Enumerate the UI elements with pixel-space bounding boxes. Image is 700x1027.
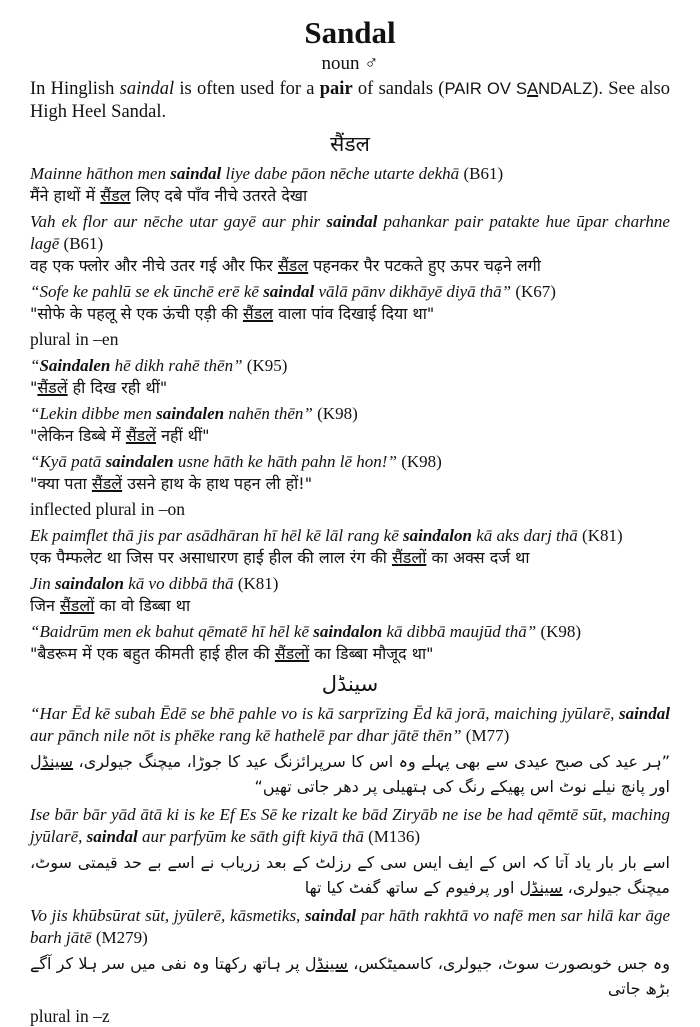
part-of-speech [30, 52, 670, 76]
example-entry [30, 355, 670, 398]
masculine-icon: ♂ [364, 53, 379, 74]
text: “Baidrūm men ek bahut qēmatē hī hēl kē [30, 622, 314, 641]
text: मैंने हाथों में [30, 186, 101, 205]
native-script-example [30, 255, 670, 276]
headword: saindal [86, 827, 138, 846]
example-entry [30, 211, 670, 276]
example-entry [30, 621, 670, 664]
term: saindal [119, 79, 175, 99]
text: usne hāth ke hāth pahn lē hon!” [173, 452, 397, 471]
headword: saindal [263, 282, 315, 301]
text: aur parfyūm ke sāth gift kiyā thā [137, 827, 364, 846]
definition [30, 78, 670, 124]
source-reference: (K98) [317, 404, 358, 423]
text: "सोफे के पहलू से एक ऊंची एड़ी की [30, 304, 243, 323]
headword-native: सैंडलें [91, 474, 123, 493]
text: एक पैम्फलेट था जिस पर असाधारण हाई हील की लाल रंग की [30, 548, 392, 567]
source-reference: (K81) [237, 574, 279, 593]
text: ). See also High Heel Sandal. [30, 79, 670, 122]
native-script-example [30, 547, 670, 568]
text: Mainne hāthon men [30, 164, 171, 183]
text: नहीं थीं" [156, 426, 210, 445]
text: kā dibbā maujūd thā” [382, 622, 537, 641]
text: Ise bār bār yād ātā ki is ke Ef Es Sē ke rizalt ke bād Ziryāb ne ise be had qēmtē sūt, maching jyūlarē, [30, 805, 670, 846]
headword-native: सैंडल [277, 256, 309, 275]
native-script-example [30, 473, 670, 494]
headword: saindalen [156, 404, 225, 423]
example-entry [30, 163, 670, 206]
text: “Lekin dibbe men [30, 404, 157, 423]
grammar-label: inflected plural in –on [30, 499, 186, 519]
text: aur pānch nile nōt is phēke rang kē hathelē par dhar jātē thēn” [30, 726, 462, 745]
source-reference: (K98) [401, 452, 442, 471]
example-entry [30, 281, 670, 324]
source-reference: (M77) [465, 726, 510, 745]
text: का अक्स दर्ज था [426, 548, 530, 567]
text: liye dabe pāon nēche utarte dekhā [221, 164, 460, 183]
text: اسے بار بار یاد آتا کہ اس کے ایف ایس سی کے رزلٹ کے بعد زریاب نے اسے بے حد قیمتی سوٹ، میچنگ جیولری، [30, 853, 670, 897]
text: " [30, 378, 38, 397]
headword-native: سینڈل [304, 954, 348, 973]
text: ”ہر عید کی صبح عیدی سے بھی پہلے وہ اس کا سرپرائزنگ عید کا جوڑا، میچنگ جیولری، [73, 752, 670, 771]
romanized-example [30, 451, 670, 473]
text: pahankar pair patakte hue ūpar charhne lagē [30, 212, 670, 253]
example-entry [30, 573, 670, 616]
romanized-example [30, 573, 670, 595]
source-reference: (K95) [246, 356, 288, 375]
text: वह एक फ्लोर और नीचे उतर गई और फिर [30, 256, 278, 275]
headword-native: सैंडलों [391, 548, 427, 567]
native-script-example [30, 595, 670, 616]
text: In Hinglish [30, 79, 120, 99]
source-reference: (K67) [515, 282, 556, 301]
text: “Har Ēd kē subah Ēdē se bhē pahle vo is kā sarprīzing Ēd kā jorā, maiching jyūlarē, [30, 704, 619, 723]
section-urdu [30, 670, 670, 1027]
text: Vah ek flor aur nēche utar gayē aur phir [30, 212, 327, 231]
section-heading: سینڈل [321, 672, 379, 696]
text: का वो डिब्बा था [94, 596, 191, 615]
pronunciation [444, 80, 592, 98]
text: "क्या पता [30, 474, 92, 493]
headword-native: सैंडल [242, 304, 274, 323]
romanized-example [30, 703, 670, 747]
romanized-example [30, 525, 670, 547]
text: وہ جس خوبصورت سوٹ، جیولری، کاسمیٹکس، [347, 954, 670, 973]
romanized-example [30, 163, 670, 185]
romanized-example [30, 355, 670, 377]
pron-stress: A [527, 80, 539, 98]
text: kā aks darj thā [472, 526, 578, 545]
text: वाला पांव दिखाई दिया था" [273, 304, 435, 323]
source-reference: (M136) [368, 827, 421, 846]
text: Ek paimflet thā jis par asādhāran hī hēl kē lāl rang kē [30, 526, 404, 545]
source-reference: (K98) [540, 622, 582, 641]
pron-part: NDALZ [538, 80, 593, 98]
text: "लेकिन डिब्बे में [30, 426, 126, 445]
text: اور پانچ نیلے نوٹ اس پھیکے رنگ کی ہتھیلی پر دھر جاتی تھیں“ [254, 777, 670, 796]
text: “ [30, 356, 40, 375]
text: का डिब्बा मौजूद था" [309, 644, 434, 663]
example-entry [30, 403, 670, 446]
grammar-label: plural in –z [30, 1006, 110, 1026]
headword-native: सैंडलें [37, 378, 68, 397]
example-entry [30, 451, 670, 494]
text: Jin [30, 574, 56, 593]
text: उसने हाथ के हाथ पहन ली हों!" [122, 474, 313, 493]
headword: saindal [326, 212, 378, 231]
text: of sandals ( [352, 79, 445, 99]
source-reference: (B61) [63, 234, 104, 253]
headword-native: سینڈل [30, 752, 74, 771]
native-script-example [30, 425, 670, 446]
headword: saindal [618, 704, 670, 723]
native-script-example [30, 303, 670, 324]
text: vālā pānv dikhāyē diyā thā” [314, 282, 512, 301]
romanized-example [30, 804, 670, 848]
example-entry [30, 905, 670, 1001]
emphasis: pair [319, 79, 353, 99]
native-script-example [30, 850, 670, 900]
headword-native: सैंडलें [125, 426, 157, 445]
grammar-label: plural in –en [30, 329, 119, 349]
source-reference: (K81) [582, 526, 623, 545]
native-script-example [30, 185, 670, 206]
headword-native: سینڈل [519, 878, 563, 897]
native-script-example [30, 377, 670, 398]
text: par hāth rakhtā vo nafē men sar hilā kar āge barh jātē [30, 906, 670, 947]
example-entry [30, 525, 670, 568]
headword-native: सैंडलों [274, 644, 310, 663]
headword-native: सैंडल [100, 186, 131, 205]
romanized-example [30, 281, 670, 303]
text: Vo jis khūbsūrat sūt, jyūlerē, kāsmetiks, [30, 906, 305, 925]
native-script-example [30, 749, 670, 799]
text: "बैडरूम में एक बहुत कीमती हाई हील की [30, 644, 275, 663]
text: “Kyā patā [30, 452, 106, 471]
entry-title: Sandal [304, 15, 396, 50]
headword: saindalon [313, 622, 383, 641]
text: nahēn thēn” [224, 404, 313, 423]
text: “Sofe ke pahlū se ek ūnchē erē kē [30, 282, 264, 301]
section-hindi [30, 130, 670, 664]
example-entry [30, 703, 670, 799]
native-script-example [30, 643, 670, 664]
romanized-example [30, 905, 670, 949]
text: जिन [30, 596, 60, 615]
headword: saindal [304, 906, 357, 925]
text: लिए दबे पाँव नीचे उतरते देखा [130, 186, 308, 205]
section-heading: सैंडल [330, 132, 370, 156]
headword: saindalon [403, 526, 472, 545]
text: پر ہاتھ رکھتا وہ نفی میں سر ہلا کر آگے بڑھ جاتی [30, 954, 670, 998]
headword: Saindalen [39, 356, 111, 375]
text: पहनकर पैर पटकते हुए ऊपर चढ़ने लगी [308, 256, 541, 275]
romanized-example [30, 403, 670, 425]
native-script-example [30, 951, 670, 1001]
pos-label: noun [321, 53, 360, 74]
headword: saindalen [105, 452, 174, 471]
source-reference: (B61) [463, 164, 504, 183]
text: ही दिख रही थीं" [67, 378, 168, 397]
headword: saindalon [55, 574, 125, 593]
text: hē dikh rahē thēn” [110, 356, 243, 375]
headword: saindal [170, 164, 222, 183]
example-entry [30, 804, 670, 900]
romanized-example [30, 211, 670, 255]
romanized-example [30, 621, 670, 643]
text: اور پرفیوم کے ساتھ گفٹ کیا تھا [304, 878, 520, 897]
pron-part: PAIR OV S [444, 80, 528, 98]
source-reference: (M279) [95, 928, 148, 947]
text: is often used for a [174, 79, 320, 99]
headword-native: सैंडलों [59, 596, 95, 615]
text: kā vo dibbā thā [124, 574, 234, 593]
